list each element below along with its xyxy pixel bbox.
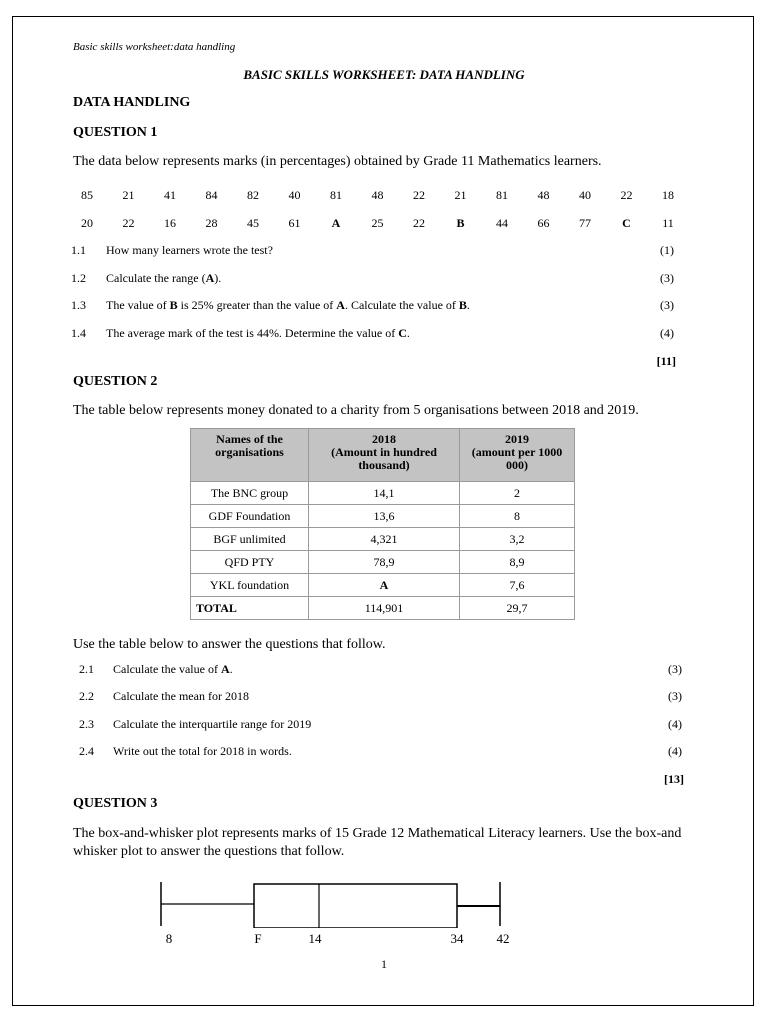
data-value: 22 bbox=[620, 188, 633, 202]
item-number: 2.1 bbox=[79, 662, 94, 676]
cell-total-2019: 29,7 bbox=[460, 597, 575, 620]
data-value: B bbox=[456, 216, 465, 230]
data-value: 77 bbox=[579, 216, 591, 230]
cell-2019: 3,2 bbox=[460, 528, 575, 551]
item-marks: (3) bbox=[668, 689, 682, 703]
data-value: 84 bbox=[205, 188, 218, 202]
question-2-heading: QUESTION 2 bbox=[73, 374, 158, 389]
data-value: 21 bbox=[454, 188, 467, 202]
table-total-row bbox=[191, 597, 575, 620]
data-value: 16 bbox=[164, 216, 176, 230]
boxplot-label-median: 14 bbox=[308, 931, 322, 946]
item-marks: (3) bbox=[660, 298, 674, 312]
item-text: Calculate the value of A. bbox=[113, 662, 233, 676]
data-value: 48 bbox=[537, 188, 550, 202]
item-marks: (3) bbox=[660, 271, 674, 285]
data-value: 40 bbox=[288, 188, 301, 202]
data-value: 20 bbox=[81, 216, 93, 230]
question-3-intro-line-1: The box-and-whisker plot represents marks of 15 Grade 12 Mathematical Literacy learners. Use the box-and bbox=[73, 826, 682, 841]
item-number: 1.4 bbox=[71, 326, 86, 340]
boxplot-label-q3: 34 bbox=[450, 931, 464, 946]
item-number: 1.2 bbox=[71, 271, 86, 285]
data-value: 21 bbox=[122, 188, 135, 202]
cell-total-label: TOTAL bbox=[191, 597, 309, 620]
boxplot-label-q1: F bbox=[254, 931, 262, 946]
item-marks: (4) bbox=[668, 744, 682, 758]
cell-organisation: GDF Foundation bbox=[191, 505, 309, 528]
item-text: The average mark of the test is 44%. Determine the value of C. bbox=[106, 326, 410, 340]
cell-organisation: BGF unlimited bbox=[191, 528, 309, 551]
data-value: C bbox=[622, 216, 631, 230]
table-row bbox=[191, 505, 575, 528]
item-number: 2.4 bbox=[79, 744, 94, 758]
question-3-heading: QUESTION 3 bbox=[73, 796, 158, 811]
table-row bbox=[191, 574, 575, 597]
item-text: Calculate the range (A). bbox=[106, 271, 222, 285]
question-1-intro: The data below represents marks (in percentages) obtained by Grade 11 Mathematics learners. bbox=[73, 154, 602, 169]
cell-organisation: The BNC group bbox=[191, 482, 309, 505]
item-number: 2.2 bbox=[79, 689, 94, 703]
column-header-2019: 2019 (amount per 1000 000) bbox=[460, 429, 575, 482]
box-and-whisker-plot bbox=[150, 876, 530, 928]
question-2-follow-text: Use the table below to answer the questions that follow. bbox=[73, 637, 386, 652]
data-value: 82 bbox=[247, 188, 259, 202]
cell-2018: 13,6 bbox=[309, 505, 460, 528]
cell-2019: 8 bbox=[460, 505, 575, 528]
item-text: Calculate the interquartile range for 2019 bbox=[113, 717, 312, 731]
boxplot-label-min: 8 bbox=[165, 931, 173, 946]
data-value: 40 bbox=[579, 188, 591, 202]
item-text: Calculate the mean for 2018 bbox=[113, 689, 249, 703]
page-number: 1 bbox=[381, 957, 387, 971]
item-text: How many learners wrote the test? bbox=[106, 243, 273, 257]
data-value: 22 bbox=[122, 216, 135, 230]
question-2-total: [13] bbox=[664, 772, 684, 786]
cell-2018: 14,1 bbox=[309, 482, 460, 505]
item-marks: (4) bbox=[668, 717, 682, 731]
data-value: 85 bbox=[81, 188, 93, 202]
boxplot-label-max: 42 bbox=[496, 931, 510, 946]
question-1-heading: QUESTION 1 bbox=[73, 125, 158, 140]
cell-2019: 7,6 bbox=[460, 574, 575, 597]
cell-2019: 2 bbox=[460, 482, 575, 505]
data-value: 41 bbox=[164, 188, 176, 202]
table-row bbox=[191, 551, 575, 574]
question-1-total: [11] bbox=[656, 354, 676, 368]
data-value: 45 bbox=[247, 216, 259, 230]
data-value: 11 bbox=[662, 216, 674, 230]
item-marks: (3) bbox=[668, 662, 682, 676]
table-row bbox=[191, 482, 575, 505]
data-value: 61 bbox=[288, 216, 301, 230]
cell-2018: 78,9 bbox=[309, 551, 460, 574]
cell-2018: 4,321 bbox=[309, 528, 460, 551]
running-header: Basic skills worksheet:data handling bbox=[73, 41, 236, 53]
cell-2018: A bbox=[309, 574, 460, 597]
item-marks: (1) bbox=[660, 243, 674, 257]
document-title: BASIC SKILLS WORKSHEET: DATA HANDLING bbox=[243, 67, 525, 82]
column-header-organisations: Names of the organisations bbox=[191, 429, 309, 482]
item-text: The value of B is 25% greater than the value of A. Calculate the value of B. bbox=[106, 298, 470, 312]
donations-table bbox=[190, 428, 575, 620]
data-value: 81 bbox=[330, 188, 342, 202]
data-value: 22 bbox=[413, 216, 425, 230]
data-value: 28 bbox=[205, 216, 218, 230]
item-text: Write out the total for 2018 in words. bbox=[113, 744, 292, 758]
table-row bbox=[191, 528, 575, 551]
cell-total-2018: 114,901 bbox=[309, 597, 460, 620]
item-number: 1.1 bbox=[71, 243, 86, 257]
item-number: 2.3 bbox=[79, 717, 94, 731]
item-number: 1.3 bbox=[71, 298, 86, 312]
column-header-2018: 2018 (Amount in hundred thousand) bbox=[309, 429, 460, 482]
data-value: 81 bbox=[496, 188, 508, 202]
data-value: 25 bbox=[371, 216, 384, 230]
data-value: 44 bbox=[496, 216, 508, 230]
question-2-intro: The table below represents money donated to a charity from 5 organisations between 2018 and 2019. bbox=[73, 403, 639, 418]
item-marks: (4) bbox=[660, 326, 674, 340]
data-value: A bbox=[331, 216, 341, 230]
cell-organisation: YKL foundation bbox=[191, 574, 309, 597]
data-value: 48 bbox=[371, 188, 384, 202]
section-title: DATA HANDLING bbox=[73, 95, 191, 110]
box bbox=[254, 884, 457, 928]
cell-organisation: QFD PTY bbox=[191, 551, 309, 574]
data-value: 22 bbox=[413, 188, 425, 202]
question-3-intro-line-2: whisker plot to answer the questions that follow. bbox=[73, 844, 345, 859]
cell-2019: 8,9 bbox=[460, 551, 575, 574]
table-header-row bbox=[191, 429, 575, 482]
data-value: 66 bbox=[537, 216, 550, 230]
data-value: 18 bbox=[662, 188, 674, 202]
